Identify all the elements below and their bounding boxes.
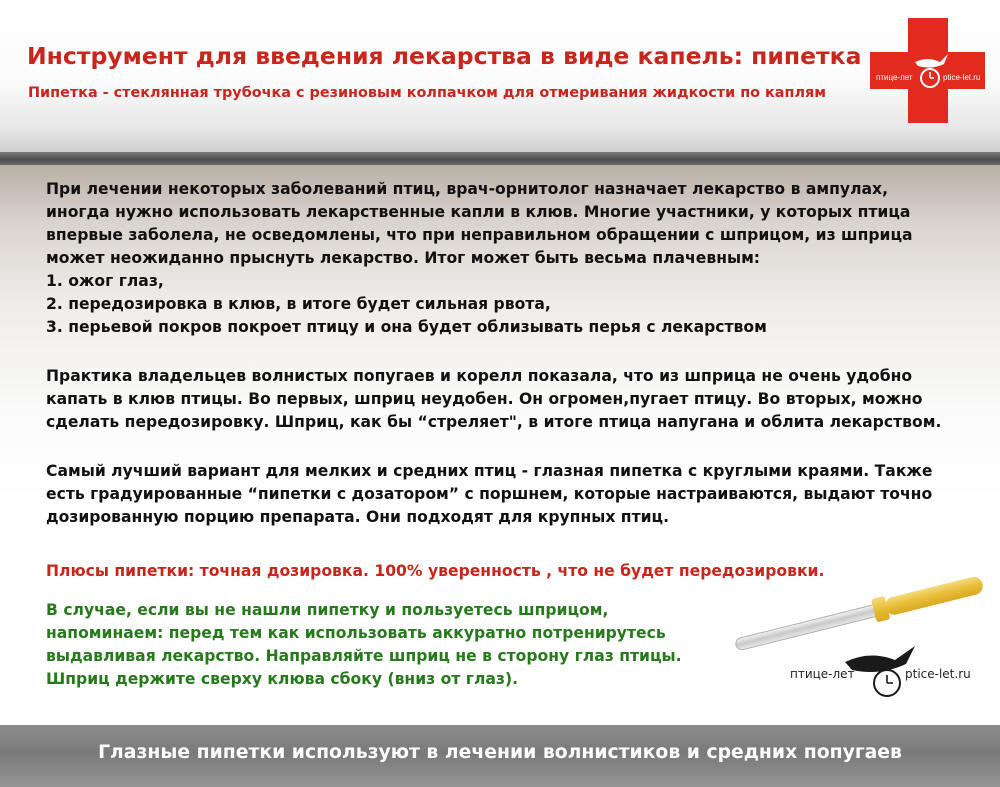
logo-text-right: ptice-let.ru — [905, 667, 971, 681]
logo-text-left: птице-лет — [876, 73, 913, 82]
text-line: дозированную порцию препарата. Они подходят для крупных птиц. — [46, 508, 670, 526]
text-line: впервые заболела, не осведомлены, что при неправильном обращении с шприцом, из шприца — [46, 226, 913, 244]
footer-text: Глазные пипетки используют в лечении волнистиков и средних попугаев — [98, 742, 902, 763]
logo-text-left: птице-лет — [790, 667, 855, 681]
red-cross-logo — [870, 18, 985, 123]
text-line: Самый лучший вариант для мелких и средних птиц - глазная пипетка с круглыми краями. Также — [46, 462, 933, 480]
pipette-pros: Плюсы пипетки: точная дозировка. 100% уверенность , что не будет передозировки. — [46, 562, 825, 580]
text-line: есть градуированные “пипетки с дозатором” с поршнем, которые настраиваются, выдают точно — [46, 485, 933, 503]
text-line: При лечении некоторых заболеваний птиц, врач-орнитолог назначает лекарство в ампулах, — [46, 180, 889, 198]
text-line: может неожиданно прыснуть лекарство. Итог может быть весьма плачевным: — [46, 249, 761, 267]
bird-clock-icon — [790, 640, 990, 725]
list-item: 1. ожог глаз, — [46, 272, 164, 290]
text-line: капать в клюв птицы. Во первых, шприц неудобен. Он огромен,пугает птицу. Во вторых, можно — [46, 390, 923, 408]
logo-text-right: ptice-let.ru — [943, 73, 981, 82]
list-item: 2. передозировка в клюв, в итоге будет сильная рвота, — [46, 295, 551, 313]
page-subtitle: Пипетка - стеклянная трубочка с резиновым колпачком для отмеривания жидкости по каплям — [28, 85, 826, 101]
text-line: Практика владельцев волнистых попугаев и корелл показала, что из шприца не очень удобно — [46, 367, 913, 385]
bird-clock-icon — [870, 18, 985, 123]
page-title: Инструмент для введения лекарства в виде капель: пипетка — [27, 42, 862, 70]
header — [0, 0, 1000, 152]
paragraph-intro — [46, 178, 913, 339]
text-line: Шприц держите сверху клюва сбоку (вниз от глаз). — [46, 670, 519, 688]
text-line: В случае, если вы не нашли пипетку и пользуетесь шприцом, — [46, 601, 609, 619]
text-line: сделать передозировку. Шприц, как бы “стреляет", в итоге птица напугана и облита лекарством. — [46, 413, 942, 431]
text-line: напоминаем: перед тем как использовать аккуратно потренирутесь — [46, 624, 666, 642]
list-item: 3. перьевой покров покроет птицу и она будет облизывать перья с лекарством — [46, 318, 767, 336]
text-line: иногда нужно использовать лекарственные капли в клюв. Многие участники, у которых птица — [46, 203, 911, 221]
paragraph-best-option — [46, 460, 933, 529]
footer-banner — [0, 725, 1000, 787]
syringe-advice — [46, 599, 682, 691]
header-divider — [0, 152, 1000, 165]
footer-logo — [790, 640, 990, 725]
paragraph-practice — [46, 365, 941, 434]
text-line: выдавливая лекарство. Направляйте шприц не в сторону глаз птицы. — [46, 647, 682, 665]
